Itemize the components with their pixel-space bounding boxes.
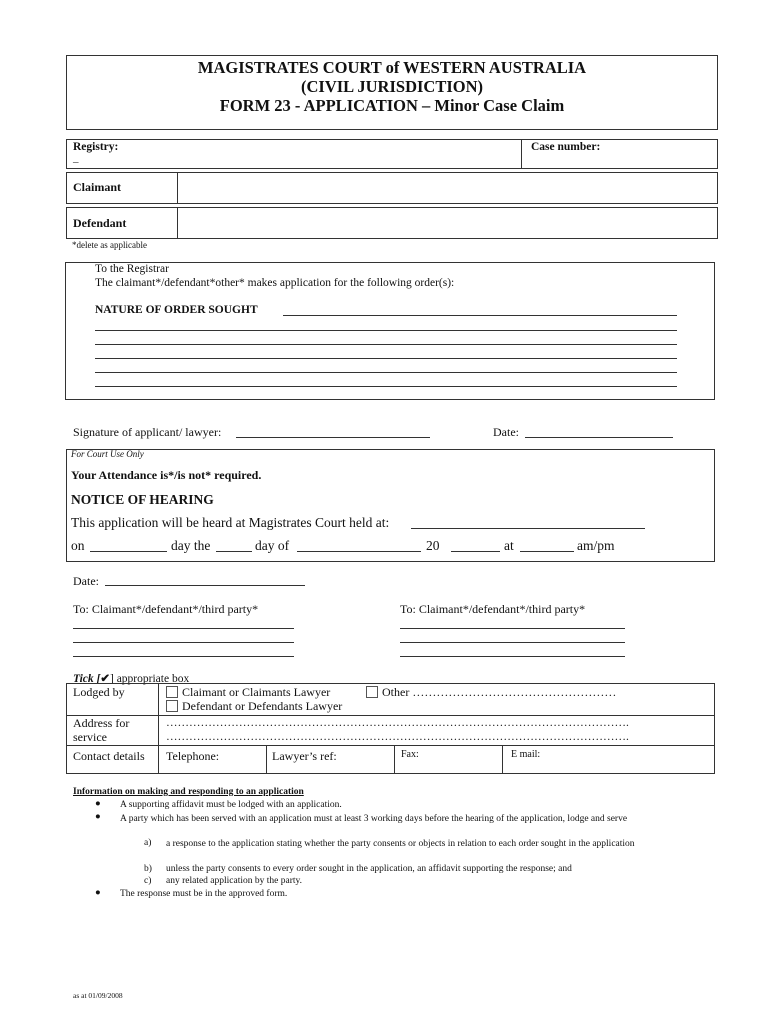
lawyers-ref-field[interactable]: Lawyer’s ref: [272, 749, 337, 763]
case-number-label: Case number: [531, 141, 601, 153]
to-registrar: To the Registrar [95, 263, 169, 275]
date-line[interactable] [105, 585, 305, 586]
defendant-label: Defendant [73, 216, 127, 230]
hearing-day-line[interactable] [216, 551, 252, 552]
claimant-option-label: Claimant or Claimants Lawyer [182, 685, 331, 699]
address-label-1: Address for [73, 716, 130, 730]
registry-label: Registry: [73, 141, 119, 153]
to-party-right: To: Claimant*/defendant*/third party* [400, 602, 586, 616]
info-bullet-2-dot: ● [95, 812, 101, 822]
signature-label: Signature of applicant/ lawyer: [73, 425, 222, 439]
address-field[interactable] [166, 716, 711, 744]
defendant-checkbox[interactable] [166, 700, 178, 712]
date-label: Date: [73, 574, 99, 588]
to-party-left: To: Claimant*/defendant*/third party* [73, 602, 259, 616]
address-dots-2: …………………………………………………………………………………………………………. [166, 731, 629, 743]
to-right-line-1[interactable] [400, 628, 625, 629]
hearing-weekday-line[interactable] [90, 551, 167, 552]
nature-line-5[interactable] [95, 386, 677, 387]
ampm-text: am/pm [577, 538, 615, 553]
jurisdiction-title: (CIVIL JURISDICTION) [301, 77, 483, 96]
registry-row [66, 139, 718, 169]
info-bullet-1: A supporting affidavit must be lodged with an application. [120, 800, 342, 810]
signature-date-line[interactable] [525, 437, 673, 438]
hearing-time-line[interactable] [520, 551, 574, 552]
year-prefix: 20 [426, 538, 440, 553]
as-at-date: as at 01/09/2008 [73, 991, 123, 1000]
registry-field[interactable]: _ [73, 152, 79, 164]
info-sub-b-label: b) [144, 864, 152, 874]
info-sub-b: unless the party consents to every order sought in the application, an affidavit supporting the response; and [166, 864, 572, 874]
heard-at-text: This application will be heard at Magistrates Court held at: [71, 515, 390, 530]
to-left-line-2[interactable] [73, 642, 294, 643]
address-label-2: service [73, 730, 107, 744]
info-bullet-1-dot: ● [95, 799, 101, 809]
signature-line[interactable] [236, 437, 430, 438]
lodged-option-other[interactable] [366, 685, 616, 700]
day-of-text: day of [255, 538, 290, 553]
email-field[interactable]: E mail: [511, 749, 541, 760]
other-checkbox[interactable] [366, 686, 378, 698]
lodged-option-defendant[interactable] [166, 699, 342, 714]
tick-suffix: ] appropriate box [110, 673, 190, 685]
to-right-line-3[interactable] [400, 656, 625, 657]
form-header [66, 55, 718, 130]
lodged-option-claimant[interactable] [166, 685, 330, 700]
court-use-title: For Court Use Only [71, 449, 144, 459]
form-title: FORM 23 - APPLICATION – Minor Case Claim [219, 96, 565, 115]
attendance-text: Your Attendance is*/is not* required. [71, 468, 262, 482]
other-dots: …………………………………………… [412, 685, 617, 699]
nature-line-0[interactable] [283, 315, 677, 316]
info-bullet-2: A party which has been served with an application must at least 3 working days before the hearing of the application, lodge and serve [120, 814, 628, 824]
day-the-text: day the [171, 538, 211, 553]
claimant-label: Claimant [73, 180, 121, 194]
claimant-checkbox[interactable] [166, 686, 178, 698]
info-bullet-3-dot: ● [95, 888, 101, 898]
info-sub-a-label: a) [144, 838, 152, 848]
lodged-by-label: Lodged by [73, 685, 125, 699]
signature-date-label: Date: [493, 425, 519, 439]
defendant-field[interactable] [179, 209, 715, 237]
court-location-line[interactable] [411, 528, 645, 529]
tick-prefix: Tick [ [73, 673, 101, 685]
hearing-year-line[interactable] [451, 551, 500, 552]
at-text: at [504, 538, 514, 553]
defendant-option-label: Defendant or Defendants Lawyer [182, 699, 343, 713]
info-sub-c-label: c) [144, 876, 152, 886]
info-sub-c: any related application by the party. [166, 876, 303, 886]
hearing-month-line[interactable] [297, 551, 421, 552]
to-left-line-3[interactable] [73, 656, 294, 657]
application-intro: The claimant*/defendant*other* makes application for the following order(s): [95, 277, 455, 289]
court-title: MAGISTRATES COURT of WESTERN AUSTRALIA [197, 58, 587, 77]
delete-note: *delete as applicable [72, 240, 147, 250]
nature-line-2[interactable] [95, 344, 677, 345]
nature-line-4[interactable] [95, 372, 677, 373]
address-dots-1: …………………………………………………………………………………………………………. [166, 717, 629, 729]
fax-field[interactable]: Fax: [401, 749, 419, 760]
on-text: on [71, 538, 85, 553]
nature-line-3[interactable] [95, 358, 677, 359]
info-title: Information on making and responding to an application [73, 787, 304, 797]
tick-mark-icon: ✔ [100, 673, 110, 685]
to-left-line-1[interactable] [73, 628, 294, 629]
contact-label: Contact details [73, 749, 145, 763]
info-bullet-3: The response must be in the approved form. [120, 889, 288, 899]
info-sub-a: a response to the application stating whether the party consents or objects in relation to each order sought in the application [166, 839, 635, 849]
address-label [73, 716, 129, 744]
nature-line-1[interactable] [95, 330, 677, 331]
notice-of-hearing: NOTICE OF HEARING [71, 492, 214, 507]
telephone-field[interactable]: Telephone: [166, 749, 220, 763]
nature-of-order-label: NATURE OF ORDER SOUGHT [95, 304, 258, 316]
claimant-field[interactable] [179, 174, 715, 202]
other-option-label: Other [382, 685, 410, 699]
to-right-line-2[interactable] [400, 642, 625, 643]
